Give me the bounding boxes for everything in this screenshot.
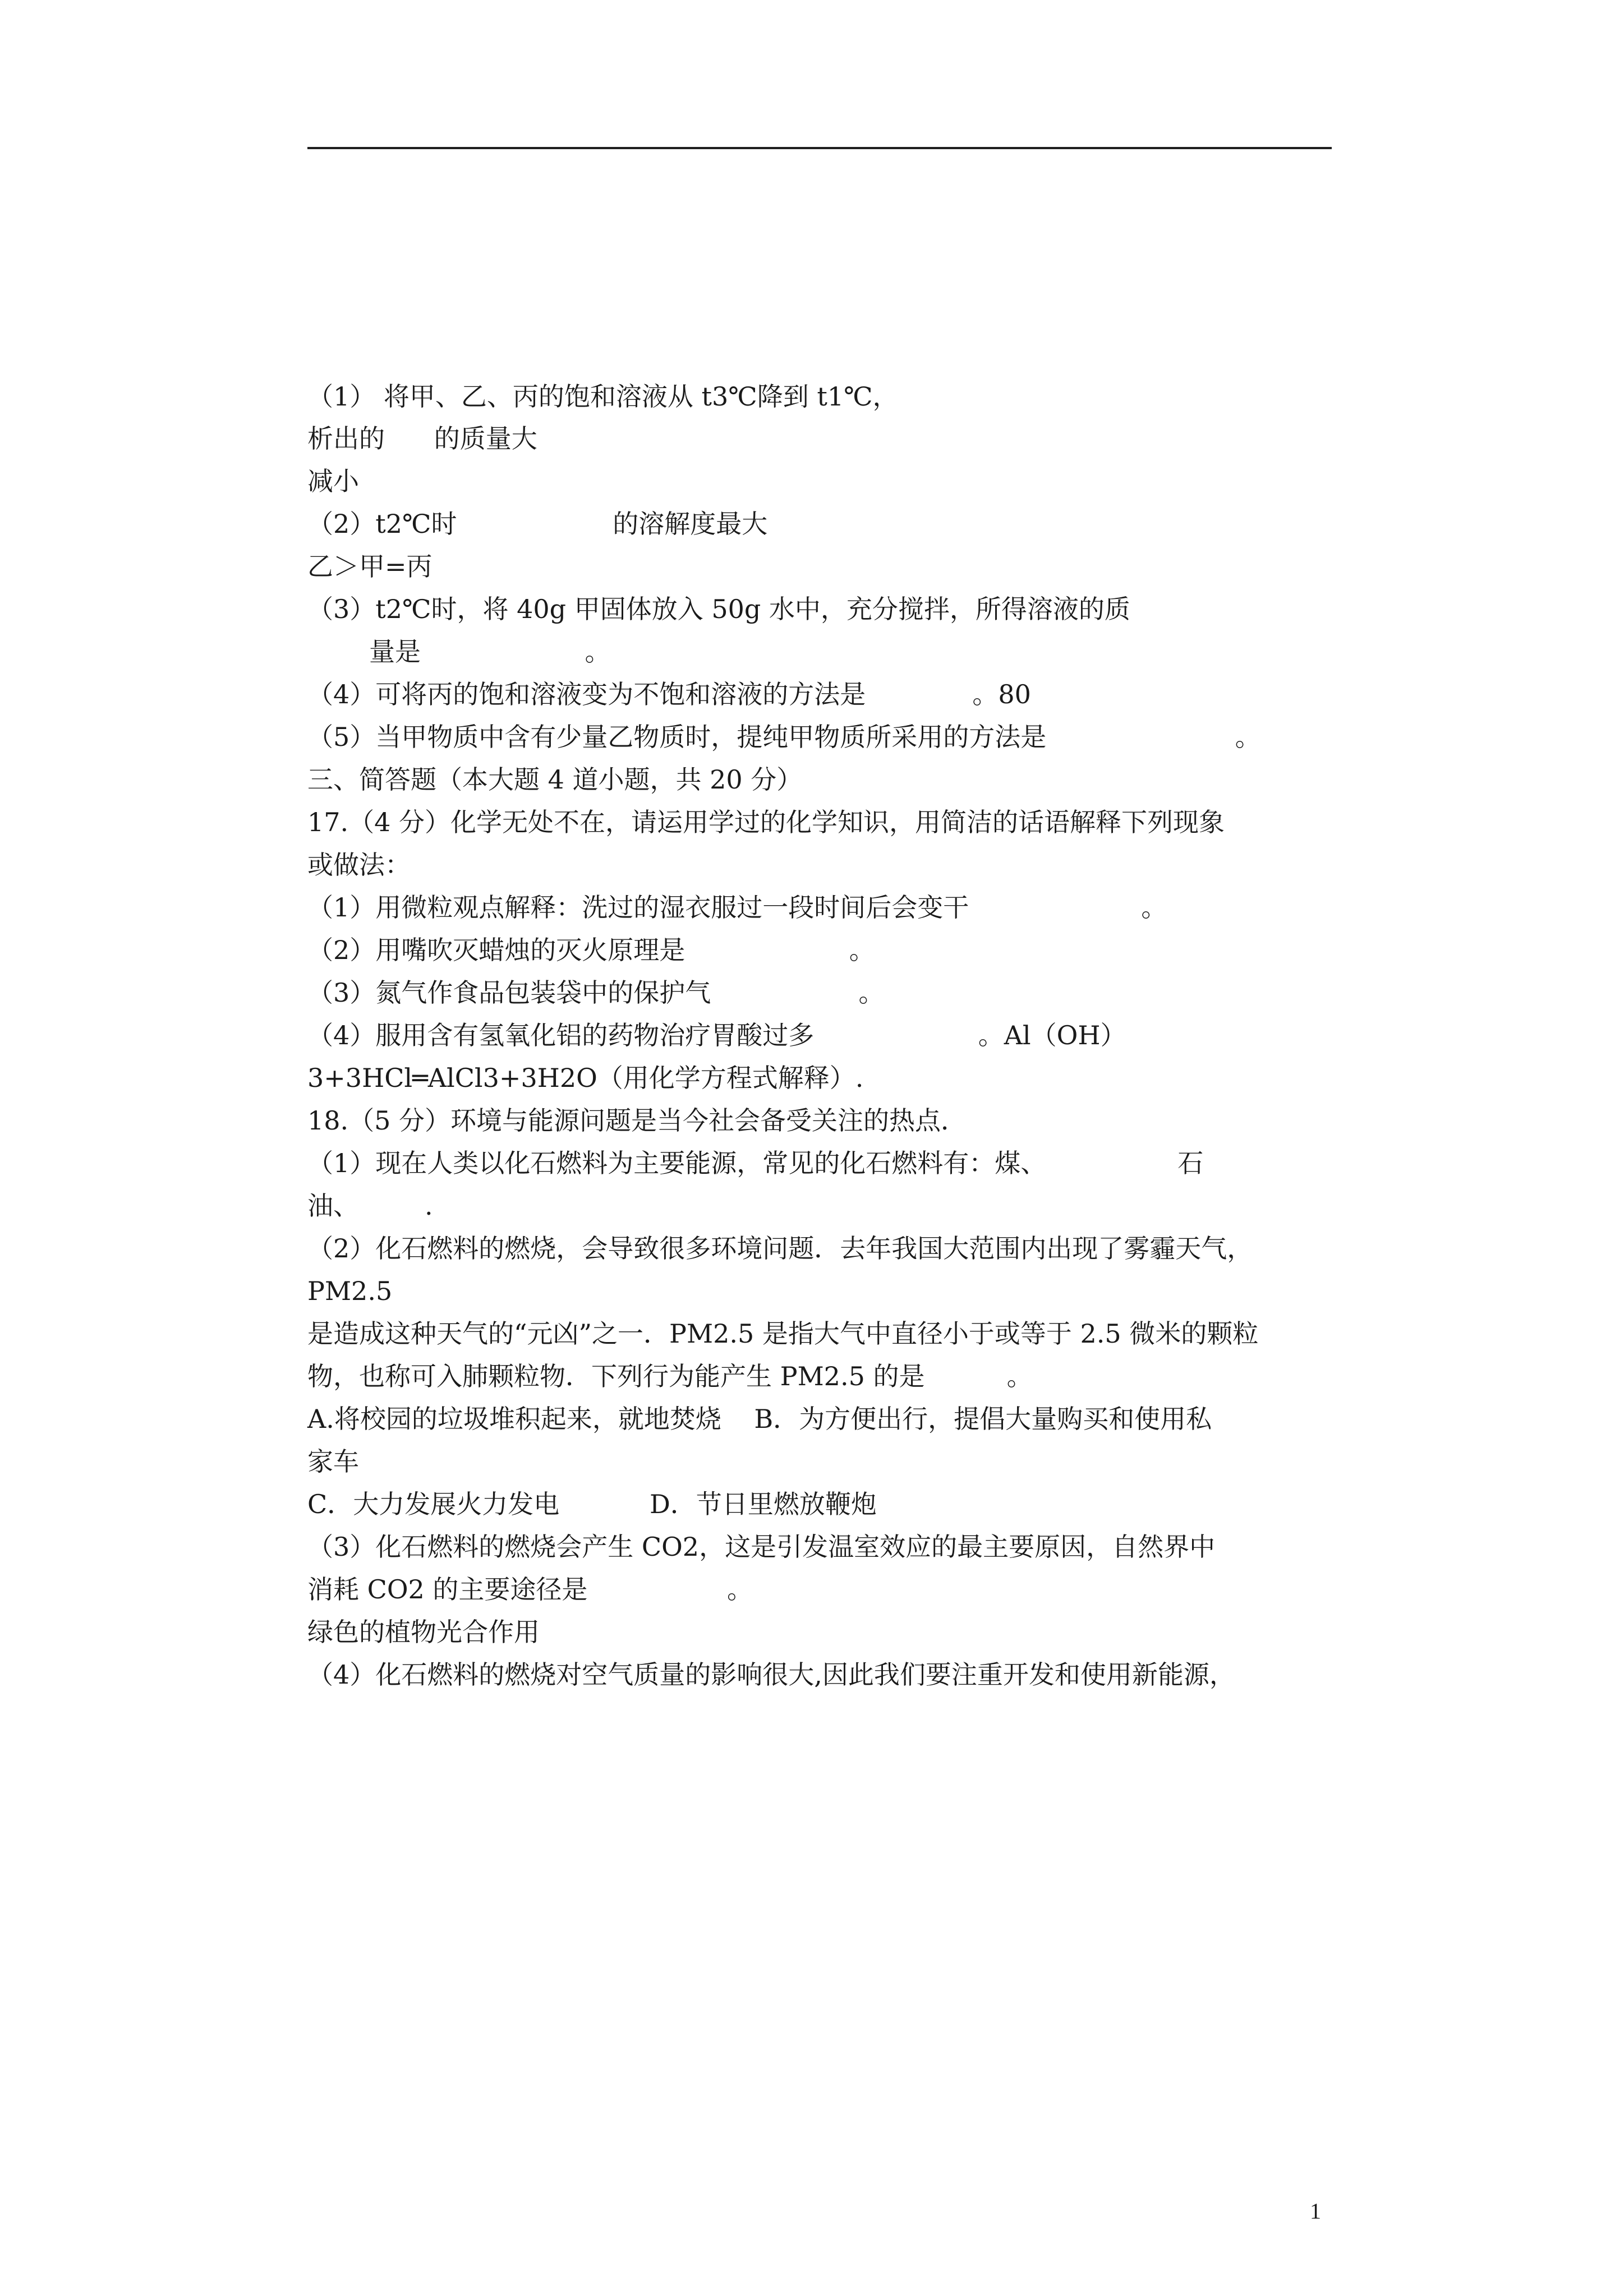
text-line: （2）用嘴吹灭蜡烛的灭火原理是 。	[307, 935, 875, 965]
header-rule	[307, 147, 1332, 149]
text-line: （4）服用含有氢氧化铝的药物治疗胃酸过多 。Al（OH）	[307, 1020, 1126, 1050]
text-line: （3）t2℃时，将 40g 甲固体放入 50g 水中，充分搅拌，所得溶液的质	[307, 594, 1130, 624]
option-line: C．大力发展火力发电 D．节日里燃放鞭炮	[307, 1489, 877, 1519]
section-heading: 三、简答题（本大题 4 道小题，共 20 分）	[307, 764, 803, 795]
text-line: （4）可将丙的饱和溶液变为不饱和溶液的方法是 。80	[307, 679, 1031, 709]
text-line: （2）t2℃时 的溶解度最大	[307, 509, 768, 539]
text-line: 减小	[307, 466, 359, 496]
text-line: 量是 。	[369, 637, 611, 667]
text-line: （4）化石燃料的燃烧对空气质量的影响很大,因此我们要注重开发和使用新能源，	[307, 1659, 1235, 1690]
text-line: 消耗 CO2 的主要途径是 。	[307, 1574, 753, 1605]
text-line: 绿色的植物光合作用	[307, 1617, 540, 1647]
text-line: 是造成这种天气的“元凶”之一．PM2.5 是指大气中直径小于或等于 2.5 微米的颗粒	[307, 1318, 1259, 1349]
text-line: 乙＞甲=丙	[307, 551, 433, 582]
text-line: （2）化石燃料的燃烧，会导致很多环境问题．去年我国大范围内出现了雾霾天气，	[307, 1233, 1253, 1264]
text-line: （3）化石燃料的燃烧会产生 CO2，这是引发温室效应的最主要原因，自然界中	[307, 1532, 1216, 1562]
text-line: 家车	[307, 1446, 359, 1477]
text-line: 或做法：	[307, 850, 411, 880]
text-line: 物，也称可入肺颗粒物．下列行为能产生 PM2.5 的是 。	[307, 1361, 1033, 1391]
text-line: 析出的 的质量大	[307, 423, 537, 454]
question-17: 17.（4 分）化学无处不在，请运用学过的化学知识，用简洁的话语解释下列现象	[307, 807, 1225, 837]
page-number: 1	[1310, 2198, 1321, 2224]
text-line: 油、 .	[307, 1191, 433, 1221]
text-line: （1）现在人类以化石燃料为主要能源，常见的化石燃料有：煤、 石	[307, 1148, 1204, 1178]
text-line: （3）氮气作食品包装袋中的保护气 。	[307, 978, 885, 1008]
option-line: A.将校园的垃圾堆积起来，就地焚烧 B．为方便出行，提倡大量购买和使用私	[307, 1404, 1212, 1434]
text-line: 3+3HCl═AlCl3+3H2O（用化学方程式解释）.	[307, 1063, 864, 1093]
text-line: （5）当甲物质中含有少量乙物质时，提纯甲物质所采用的方法是 。	[307, 722, 1261, 752]
text-line: PM2.5	[307, 1276, 393, 1306]
text-line: （1）用微粒观点解释：洗过的湿衣服过一段时间后会变干 。	[307, 892, 1167, 923]
text-line: （1） 将甲、乙、丙的饱和溶液从 t3℃降到 t1℃，	[307, 381, 899, 412]
question-18: 18.（5 分）环境与能源问题是当今社会备受关注的热点．	[307, 1105, 967, 1136]
